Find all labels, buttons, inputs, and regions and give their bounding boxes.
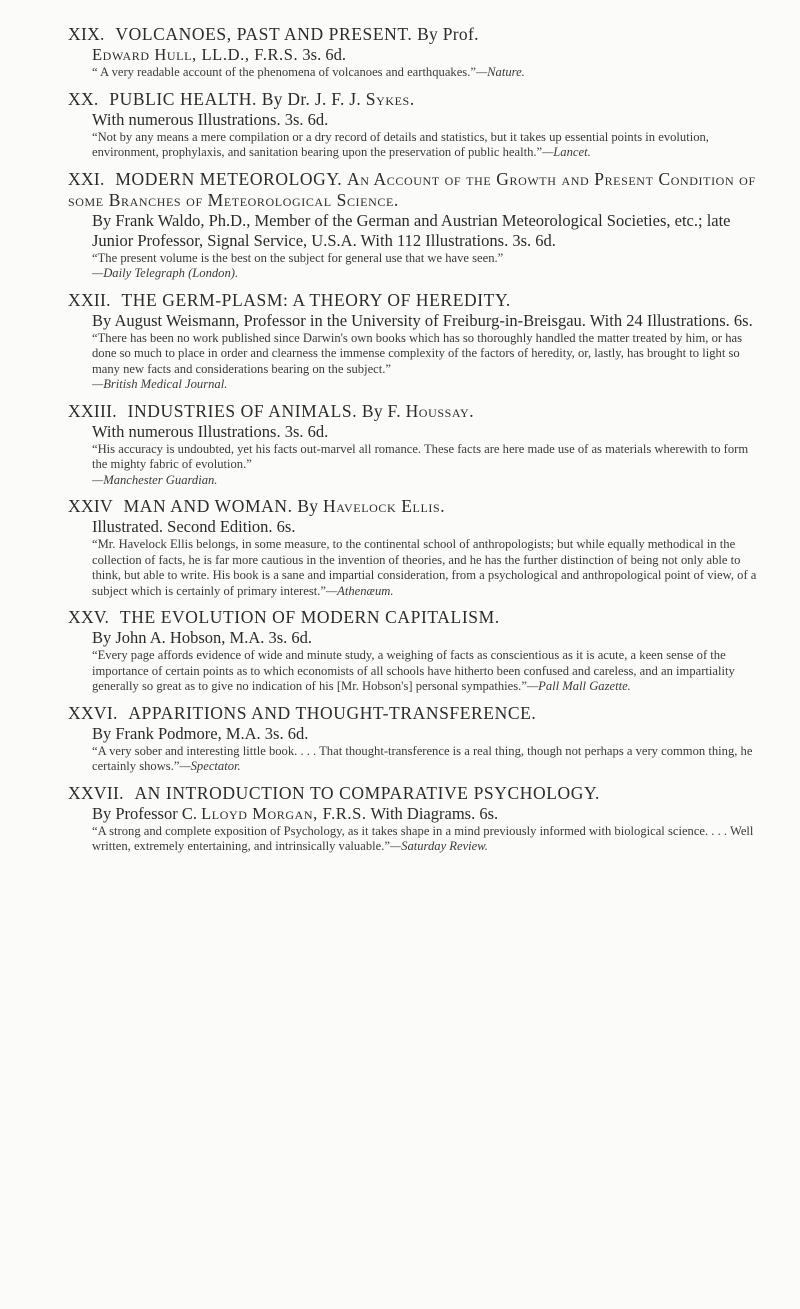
review-source: —Spectator.: [179, 759, 241, 773]
entry-author-prefix: By F.: [361, 400, 401, 421]
review-quote: “ A very readable account of the phenomena of volcanoes and earthquakes.”: [92, 65, 476, 79]
entry-number: XXII.: [68, 289, 111, 310]
entry-details: 3s. 6d.: [302, 45, 346, 64]
entry-number: XXV.: [68, 607, 110, 627]
entry-author-line: [68, 45, 760, 65]
entry-title: MAN AND WOMAN.: [123, 496, 293, 516]
entry-author-prefix: By Dr. J. F. J.: [261, 88, 362, 109]
entry-review: [68, 744, 760, 775]
entry-author-prefix: By Prof.: [417, 24, 479, 44]
entry-review: [68, 824, 760, 855]
entry-heading: [68, 290, 760, 311]
review-quote: “Not by any means a mere compilation or a dry record of details and statistics, but it takes up essential points in evolution, environment, prophylaxis, and sanitation bearing upon the preservation of public health.”: [92, 129, 709, 159]
review-source: —Lancet.: [542, 145, 591, 159]
entry-details: By Frank Podmore, M.A. 3s. 6d.: [92, 723, 309, 743]
entry-title: APPARITIONS AND THOUGHT-TRANSFERENCE.: [128, 702, 537, 723]
review-quote: “Mr. Havelock Ellis belongs, in some measure, to the continental school of anthropologists; but while equally methodical in the collection of facts, he is far more cautious in the invention of theories, and he has the further distinction of being not only able to think, but able to write. His book is a sane and impartial consideration, from a psychological and anthropological point of view, of a subject which is certainly of primary interest.”: [92, 537, 757, 598]
review-source: —Nature.: [475, 65, 525, 79]
entry-title: AN INTRODUCTION TO COMPARATIVE PSYCHOLOGY.: [134, 782, 600, 803]
entry-heading: [68, 401, 760, 422]
entry-title: THE GERM-PLASM: A THEORY OF HEREDITY.: [121, 289, 511, 310]
entry-subtitle: An Account of the Growth and Present Condition of some Branches of Meteorological Science.: [68, 168, 756, 210]
entry-number: XIX.: [68, 24, 105, 44]
entry-review: [68, 251, 760, 282]
book-entry-xxiii: [68, 401, 760, 489]
entry-heading: [68, 24, 760, 45]
book-entry-xx: [68, 89, 760, 161]
entry-title: INDUSTRIES OF ANIMALS.: [127, 400, 358, 421]
entry-number: XXVI.: [68, 702, 118, 723]
entry-review: [68, 65, 760, 81]
entry-details: With numerous Illustrations. 3s. 6d.: [92, 109, 329, 129]
entry-number: XXVII.: [68, 782, 124, 803]
entry-number: XXI.: [68, 168, 105, 189]
entry-heading: [68, 89, 760, 110]
review-source: —Manchester Guardian.: [92, 472, 218, 487]
review-source: —Saturday Review.: [389, 839, 488, 853]
entry-author: Edward Hull, LL.D., F.R.S.: [92, 45, 299, 64]
entry-details: Illustrated. Second Edition. 6s.: [92, 517, 296, 536]
book-entry-xxvi: [68, 703, 760, 775]
entry-title: PUBLIC HEALTH.: [109, 88, 258, 109]
entry-details: By John A. Hobson, M.A. 3s. 6d.: [92, 628, 313, 647]
entry-author: Lloyd Morgan, F.R.S.: [201, 803, 367, 823]
entry-title: THE EVOLUTION OF MODERN CAPITALISM.: [119, 607, 500, 627]
entry-author-prefix: By Professor C.: [92, 803, 197, 823]
entry-review: [68, 331, 760, 393]
entry-author-prefix: By: [297, 496, 319, 516]
review-quote: “A very sober and interesting little book. . . . That thought-transference is a real thing, though not perhaps a very common thing, he certainly shows.”: [92, 743, 753, 773]
review-quote: “The present volume is the best on the subject for general use that we have seen.”: [92, 250, 504, 265]
review-quote: “His accuracy is undoubted, yet his facts out-marvel all romance. These facts are here made use of as materials wherewith to form the mighty fabric of evolution.”: [92, 441, 749, 471]
review-quote: “Every page affords evidence of wide and minute study, a weighing of facts as conscientious as it is acute, a keen sense of the importance of certain points as to which economists of all schools have hitherto been confused and careless, and an impartiality generally so great as to give no indication of his [Mr. Hobson's] personal sympathies.”: [92, 648, 735, 693]
entry-author-line: [68, 804, 760, 824]
entry-title: MODERN METEOROLOGY.: [115, 168, 343, 189]
entry-review: [68, 648, 760, 695]
entry-number: XXIII.: [68, 400, 117, 421]
entry-author: Sykes.: [365, 88, 415, 109]
entry-details: By August Weismann, Professor in the University of Freiburg-in-Breisgau. With 24 Illustrations. 6s.: [92, 310, 753, 330]
entry-title: VOLCANOES, PAST AND PRESENT.: [115, 24, 413, 44]
entry-review: [68, 537, 760, 599]
review-quote: “A strong and complete exposition of Psychology, as it takes shape in a mind previously informed with biological science. . . . Well written, extremely entertaining, and intrinsically valuable.”: [92, 823, 754, 853]
entry-details: By Frank Waldo, Ph.D., Member of the German and Austrian Meteorological Societies, etc.; late Junior Professor, Signal Service, U.S.A. With 112 Illustrations. 3s. 6d.: [92, 210, 731, 250]
book-entry-xxi: [68, 169, 760, 282]
entry-heading: [68, 169, 760, 211]
review-quote: “There has been no work published since Darwin's own books which has so thoroughly handled the matter treated by him, or has done so much to place in order and clearness the immense complexity of the factors of heredity, or, lastly, has brought to light so many new facts and considerations bearing on the subject.”: [92, 330, 742, 376]
review-source: —Daily Telegraph (London).: [92, 266, 239, 280]
entry-author: Houssay.: [405, 400, 475, 421]
entry-heading: [68, 607, 760, 628]
entry-number: XXIV: [68, 496, 113, 516]
review-source: —Pall Mall Gazette.: [526, 679, 631, 693]
book-entry-xxii: [68, 290, 760, 393]
book-entry-xxv: [68, 607, 760, 695]
entry-author: Havelock Ellis.: [323, 496, 446, 516]
entry-review: [68, 442, 760, 489]
review-source: —Athenæum.: [325, 583, 394, 598]
entry-heading: [68, 496, 760, 517]
entry-heading: [68, 783, 760, 804]
book-entry-xxiv: [68, 496, 760, 599]
entry-details: With Diagrams. 6s.: [370, 803, 499, 823]
book-entry-xix: [68, 24, 760, 81]
entry-details: With numerous Illustrations. 3s. 6d.: [92, 421, 329, 441]
review-source: —British Medical Journal.: [92, 377, 228, 391]
book-entry-xxvii: [68, 783, 760, 855]
entry-number: XX.: [68, 88, 99, 109]
entry-heading: [68, 703, 760, 724]
entry-review: [68, 130, 760, 161]
